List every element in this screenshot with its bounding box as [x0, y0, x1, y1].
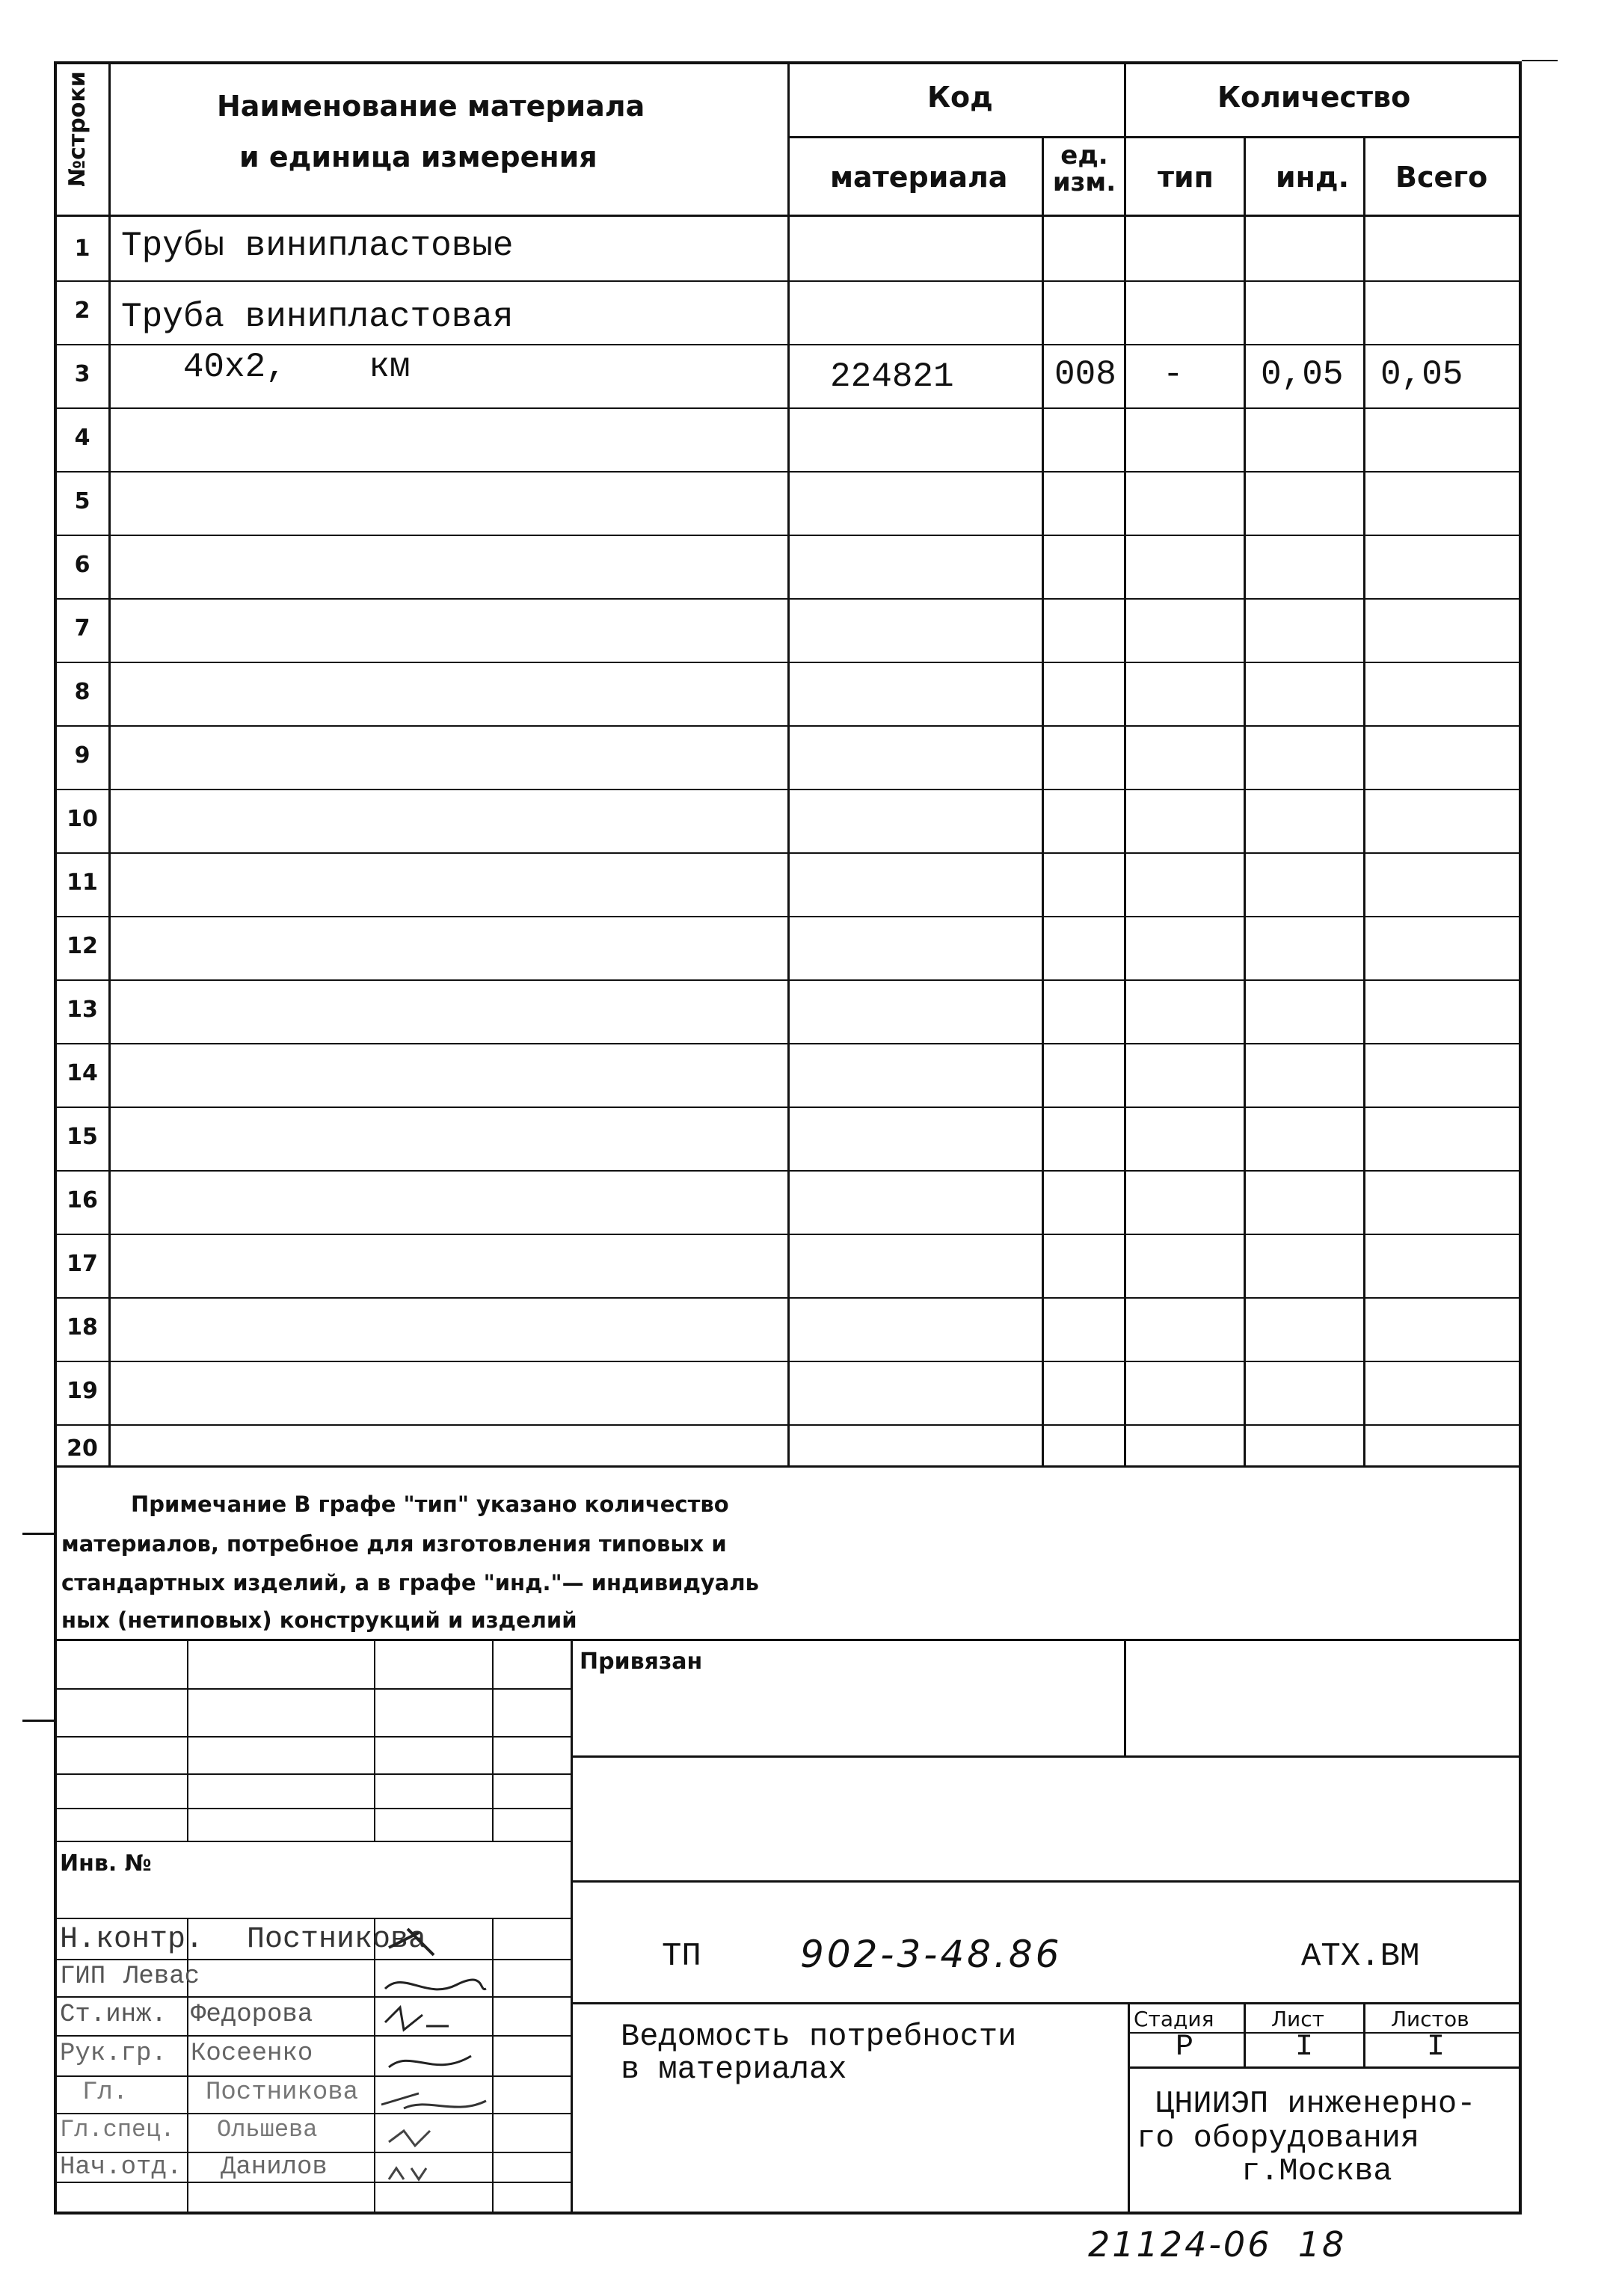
- signature-role: ГИП: [60, 1963, 106, 1991]
- signature-scribbles: [374, 1918, 494, 2213]
- grid-v: [374, 1639, 375, 1842]
- grid-h: [787, 136, 1520, 138]
- material-name: Трубы винипластовые: [121, 227, 514, 265]
- signature-role: Гл.спец.: [60, 2116, 175, 2143]
- quantity-group-header: Количество: [1217, 81, 1411, 114]
- code-material-header: материала: [830, 161, 1008, 194]
- name-column-header-line2: и единица измерения: [239, 141, 597, 173]
- frame-bottom: [54, 2212, 1522, 2215]
- grid-h: [571, 1880, 1520, 1883]
- row-number: 18: [67, 1314, 98, 1341]
- grid-h: [54, 1773, 571, 1775]
- grid-h: [54, 852, 1522, 854]
- signature-role: Н.контр.: [60, 1923, 204, 1957]
- signature-role: Нач.отд.: [60, 2153, 182, 2182]
- stage-value: Р: [1176, 2031, 1194, 2064]
- signature-name: Федорова: [191, 2001, 313, 2029]
- grid-h: [571, 2002, 1520, 2004]
- organization-line2: го оборудования: [1137, 2120, 1420, 2156]
- sheet-label: Лист: [1271, 2007, 1324, 2031]
- grid-v: [1128, 2002, 1130, 2213]
- unit-code: 008: [1054, 355, 1116, 394]
- doc-code-number: 902-3-48.86: [800, 1933, 1063, 1976]
- grid-h: [1128, 2066, 1520, 2069]
- inventory-number-label: Инв. №: [60, 1850, 152, 1877]
- note-line: материалов, потребное для изготовления типовых и: [61, 1531, 727, 1557]
- margin-tick: [22, 1533, 54, 1535]
- row-number: 6: [74, 552, 90, 578]
- quantity-type-header: тип: [1158, 161, 1214, 194]
- organization-line1: ЦНИИЭП инженерно-: [1155, 2086, 1476, 2122]
- row-number: 4: [74, 425, 90, 451]
- grid-h: [54, 280, 1522, 282]
- row-number: 9: [74, 742, 90, 769]
- grid-v: [1042, 136, 1044, 1467]
- code-group-header: Код: [927, 81, 993, 114]
- signature-name: Левас: [123, 1963, 200, 1991]
- stamp-top: [54, 1639, 1522, 1641]
- grid-h: [54, 471, 1522, 473]
- grid-v: [787, 61, 790, 1467]
- sheets-value: I: [1427, 2031, 1445, 2064]
- row-number: 3: [74, 361, 90, 387]
- note-line: ных (нетиповых) конструкций и изделий: [61, 1607, 577, 1633]
- note-line: Примечание В графе "тип" указано количество: [131, 1492, 729, 1517]
- grid-h: [54, 1465, 1522, 1468]
- grid-h: [54, 1841, 571, 1842]
- grid-v: [1363, 136, 1365, 1467]
- row-number: 13: [67, 997, 98, 1023]
- row-number-header: №строки: [64, 71, 90, 187]
- qty-total: 0,05: [1380, 355, 1463, 394]
- material-code: 224821: [830, 357, 954, 396]
- grid-h: [54, 344, 1522, 345]
- name-column-header-line1: Наименование материала: [217, 90, 645, 123]
- material-name: 40x2, км: [121, 348, 411, 387]
- grid-h: [54, 1234, 1522, 1235]
- margin-tick: [1522, 60, 1558, 61]
- signature-name: Данилов: [221, 2153, 328, 2182]
- row-number: 1: [74, 236, 90, 262]
- grid-v: [108, 61, 111, 1467]
- row-number: 16: [67, 1187, 98, 1213]
- grid-h: [54, 1736, 571, 1738]
- archive-number: 21124-06 18: [1088, 2224, 1347, 2265]
- grid-h: [54, 789, 1522, 790]
- grid-v: [187, 1639, 188, 1842]
- grid-v: [1124, 1639, 1126, 1757]
- bound-label: Привязан: [580, 1649, 703, 1675]
- grid-h: [54, 1107, 1522, 1108]
- grid-h: [54, 662, 1522, 663]
- row-number: 14: [67, 1060, 98, 1086]
- grid-h: [54, 598, 1522, 600]
- grid-v: [1244, 2002, 1246, 2068]
- signature-role: Рук.гр.: [60, 2040, 167, 2068]
- grid-h: [54, 215, 1522, 217]
- document-title-line1: Ведомость потребности: [621, 2019, 1017, 2055]
- grid-h: [54, 979, 1522, 981]
- grid-v: [492, 1639, 494, 1842]
- signature-role: Гл.: [82, 2078, 129, 2107]
- frame-right: [1519, 61, 1522, 2215]
- doc-code-prefix: ТП: [662, 1938, 701, 1975]
- grid-h: [54, 1688, 571, 1690]
- sheet-value: I: [1295, 2031, 1314, 2064]
- grid-h: [54, 1361, 1522, 1362]
- signature-name: Постникова: [206, 2078, 359, 2107]
- grid-h: [54, 535, 1522, 536]
- margin-tick: [22, 1720, 54, 1722]
- grid-h: [54, 1424, 1522, 1426]
- row-number: 15: [67, 1124, 98, 1150]
- qty-type: -: [1163, 355, 1184, 394]
- row-number: 7: [74, 615, 90, 641]
- row-number: 10: [67, 806, 98, 832]
- code-unit-header: ед. изм.: [1052, 141, 1116, 197]
- stamp-divider-v: [571, 1639, 573, 2213]
- doc-code-suffix: АТХ.ВМ: [1301, 1938, 1420, 1975]
- note-line: стандартных изделий, а в графе "инд."— индивидуаль: [61, 1570, 759, 1595]
- document-title-line2: в материалах: [621, 2052, 847, 2087]
- signature-name: Косеенко: [191, 2040, 313, 2068]
- material-name: Труба винипластовая: [121, 298, 514, 336]
- quantity-ind-header: инд.: [1276, 161, 1350, 194]
- stage-label: Стадия: [1134, 2007, 1214, 2031]
- grid-h: [54, 1170, 1522, 1172]
- row-number: 8: [74, 679, 90, 705]
- grid-h: [54, 725, 1522, 727]
- row-number: 2: [74, 298, 90, 324]
- grid-h: [54, 1297, 1522, 1299]
- sheets-label: Листов: [1391, 2007, 1469, 2031]
- grid-v: [1244, 136, 1246, 1467]
- row-number: 17: [67, 1251, 98, 1277]
- grid-v: [1124, 61, 1126, 1467]
- grid-h: [54, 1808, 571, 1809]
- signature-name: Постникова: [247, 1923, 427, 1957]
- signature-name: Ольшева: [217, 2116, 318, 2143]
- organization-line3: г.Москва: [1241, 2153, 1392, 2189]
- grid-h: [571, 1755, 1520, 1758]
- signature-role: Ст.инж.: [60, 2001, 167, 2029]
- row-number: 19: [67, 1378, 98, 1404]
- grid-v: [1363, 2002, 1365, 2068]
- row-number: 5: [74, 488, 90, 514]
- grid-h: [54, 916, 1522, 917]
- row-number: 20: [67, 1435, 98, 1462]
- grid-h: [54, 407, 1522, 409]
- row-number: 12: [67, 933, 98, 959]
- qty-ind: 0,05: [1261, 355, 1344, 394]
- quantity-total-header: Всего: [1395, 161, 1488, 194]
- row-number: 11: [67, 870, 98, 896]
- grid-h: [54, 1043, 1522, 1044]
